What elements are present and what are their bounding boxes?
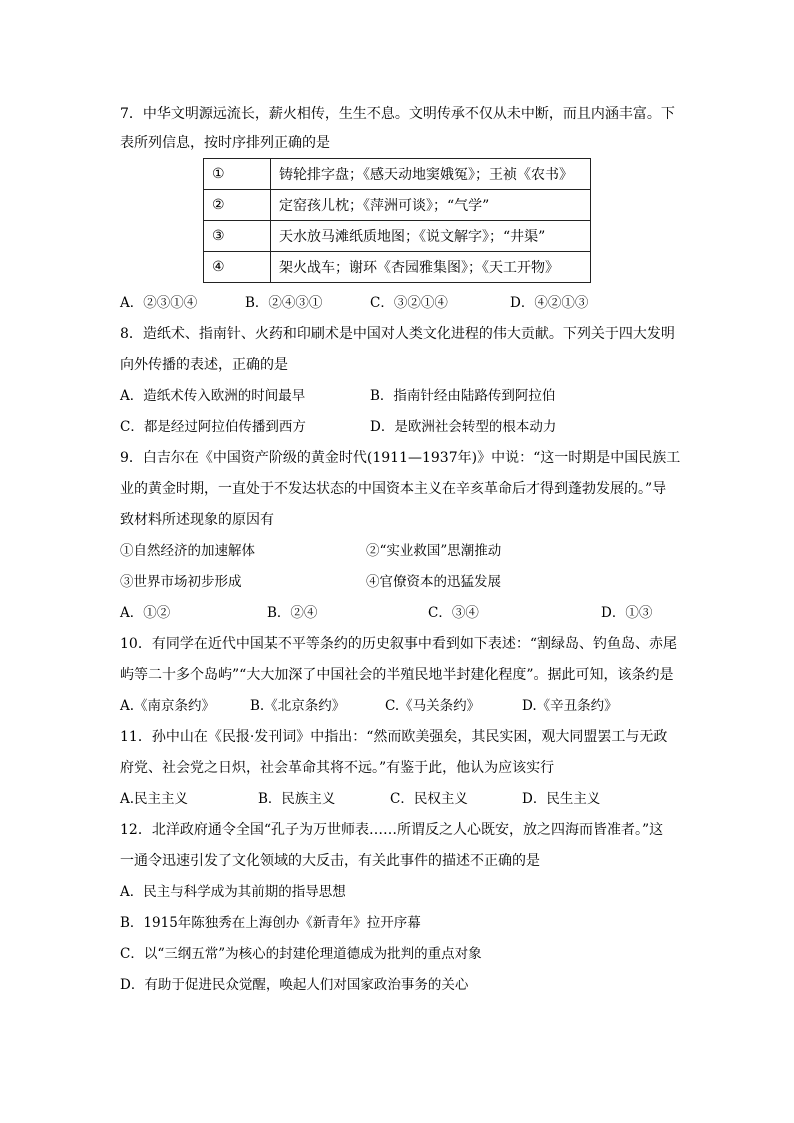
q7-stem-line1: 7．中华文明源远流长，薪火相传，生生不息。文明传承不仅从未中断，而且内涵丰富。下 <box>120 106 675 122</box>
q7-stem-line2: 表所列信息，按时序排列正确的是 <box>120 135 330 151</box>
q12-option-d: D．有助于促进民众觉醒，唤起人们对国家政治事务的关心 <box>120 977 469 993</box>
q7-option-a: A．②③①④ <box>120 295 198 311</box>
table-row <box>204 221 591 252</box>
q9-stem-line1: 9．白吉尔在《中国资产阶级的黄金时代(1911—1937年)》中说：“这一时期是中国民族工 <box>120 450 681 466</box>
q12-option-c: C．以“三纲五常”为核心的封建伦理道德成为批判的重点对象 <box>120 946 482 962</box>
q8-option-b: B．指南针经由陆路传到阿拉伯 <box>370 388 556 404</box>
table-cell-content: 天水放马滩纸质地图；《说文解字》；“井渠” <box>271 221 591 252</box>
table-cell-num: ③ <box>204 221 271 252</box>
q9-stem-line2: 业的黄金时期，一直处于不发达状态的中国资本主义在辛亥革命后才得到蓬勃发展的。”导 <box>120 481 667 497</box>
q9-item-2: ②“实业救国”思潮推动 <box>366 543 502 559</box>
q12-stem-line2: 一通令迅速引发了文化领域的大反击，有关此事件的描述不正确的是 <box>120 853 540 869</box>
q9-item-3: ③世界市场初步形成 <box>120 574 242 590</box>
table-cell-num: ④ <box>204 252 271 283</box>
table-cell-num: ① <box>204 159 271 190</box>
q11-option-c: C．民权主义 <box>390 791 468 807</box>
q9-option-c: C．③④ <box>428 605 479 621</box>
q11-option-d: D．民生主义 <box>522 791 601 807</box>
q9-option-d: D．①③ <box>601 605 653 621</box>
q7-option-d: D．④②①③ <box>510 295 589 311</box>
q9-item-4: ④官僚资本的迅猛发展 <box>366 574 501 590</box>
q7-option-b: B．②④③① <box>245 295 323 311</box>
q10-option-c: C.《马关条约》 <box>385 698 481 714</box>
q10-option-d: D.《辛丑条约》 <box>522 698 618 714</box>
q8-stem-line1: 8．造纸术、指南针、火药和印刷术是中国对人类文化进程的伟大贡献。下列关于四大发明 <box>120 326 675 342</box>
q8-stem-line2: 向外传播的表述，正确的是 <box>120 357 288 373</box>
q12-option-a: A．民主与科学成为其前期的指导思想 <box>120 884 346 900</box>
q8-option-d: D．是欧洲社会转型的根本动力 <box>370 419 557 435</box>
table-cell-num: ② <box>204 190 271 221</box>
table-cell-content: 架火战车；谢环《杏园雅集图》；《天工开物》 <box>271 252 591 283</box>
q12-option-b: B．1915年陈独秀在上海创办《新青年》拉开序幕 <box>120 915 421 931</box>
q12-stem-line1: 12．北洋政府通令全国“孔子为万世师表……所谓反之人心既安，放之四海而皆准者。”这 <box>120 822 664 838</box>
q11-stem-line1: 11．孙中山在《民报·发刊词》中指出：“然而欧美强矣，其民实困，观大同盟罢工与无政 <box>120 729 668 745</box>
q8-option-a: A．造纸术传入欧洲的时间最早 <box>120 388 306 404</box>
table-cell-content: 铸轮排字盘；《感天动地窦娥冤》；王祯《农书》 <box>271 159 591 190</box>
q9-stem-line3: 致材料所述现象的原因有 <box>120 512 274 528</box>
q10-option-a: A.《南京条约》 <box>120 698 216 714</box>
table-row <box>204 190 591 221</box>
q10-stem-line2: 屿等二十多个岛屿”“大大加深了中国社会的半殖民地半封建化程度”。据此可知，该条约是 <box>120 667 674 683</box>
q11-stem-line2: 府党、社会党之日炽，社会革命其将不远。”有鉴于此，他认为应该实行 <box>120 760 555 776</box>
table-row <box>204 159 591 190</box>
q11-option-b: B．民族主义 <box>258 791 336 807</box>
q8-option-c: C．都是经过阿拉伯传播到西方 <box>120 419 306 435</box>
q11-option-a: A.民主主义 <box>120 791 189 807</box>
q9-item-1: ①自然经济的加速解体 <box>120 543 255 559</box>
q10-option-b: B.《北京条约》 <box>250 698 346 714</box>
q9-option-a: A．①② <box>120 605 171 621</box>
q7-info-table <box>203 158 591 283</box>
q10-stem-line1: 10．有同学在近代中国某不平等条约的历史叙事中看到如下表述：“割绿岛、钓鱼岛、赤尾 <box>120 636 677 652</box>
q9-option-b: B．②④ <box>267 605 318 621</box>
table-cell-content: 定窑孩儿枕；《萍洲可谈》；“气学” <box>271 190 591 221</box>
q7-option-c: C．③②①④ <box>370 295 448 311</box>
table-row <box>204 252 591 283</box>
